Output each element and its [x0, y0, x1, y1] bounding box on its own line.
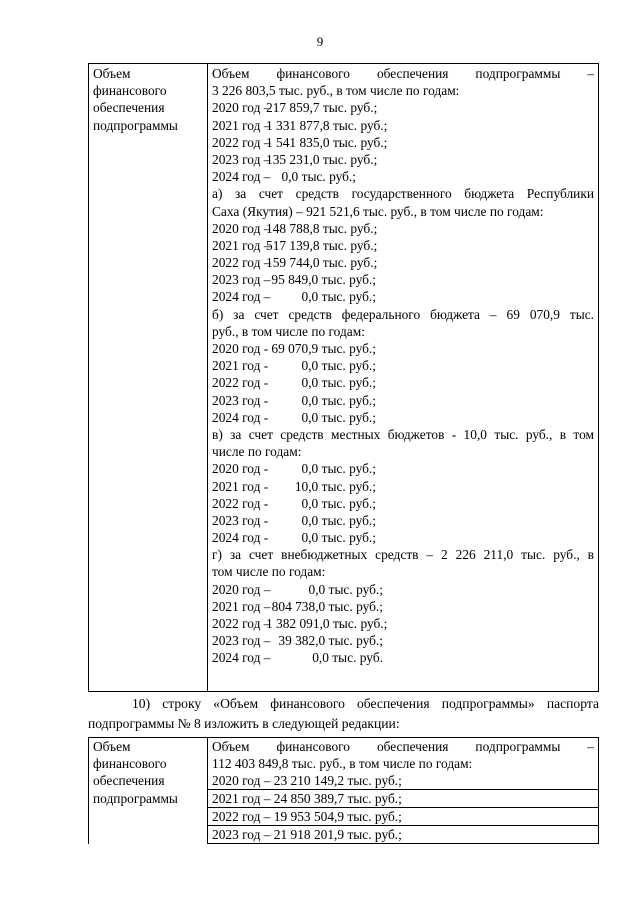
year-row [212, 237, 594, 254]
year-row [212, 357, 594, 374]
year-row [212, 288, 594, 305]
row-label-line: Объем [93, 66, 131, 81]
row-label-cell [89, 64, 208, 692]
year-row [212, 598, 594, 615]
year-label: 2021 год – [212, 598, 271, 614]
year-amount: 0,0 тыс. руб.; [301, 512, 376, 528]
section-a-heading: Саха (Якутия) – 921 521,6 тыс. руб., в том числе по годам: [212, 203, 544, 219]
year-label: 2023 год – [212, 633, 271, 649]
year-amount: 0,0 тыс. руб.; [308, 581, 383, 597]
year-amount: 0,0 тыс. руб.; [301, 375, 376, 391]
year-row [212, 529, 594, 546]
year-row [212, 581, 594, 598]
year-label: 2024 год – [212, 650, 271, 666]
year-amount: 0,0 тыс. руб.; [301, 358, 376, 374]
year-amount: 517 139,8 тыс. руб.; [266, 237, 378, 253]
year-amount: 69 070,9 тыс. руб.; [271, 341, 376, 356]
year-row [212, 392, 594, 409]
year-amount: 0,0 тыс. руб.; [281, 169, 356, 185]
section-b-year-list [212, 340, 594, 426]
year-label: 2022 год – [212, 616, 271, 631]
year-row [212, 649, 594, 666]
section-d-heading: том числе по годам: [212, 564, 326, 580]
row-label-line: обеспечения [93, 773, 165, 789]
year-amount: 135 231,0 тыс. руб.; [266, 151, 378, 167]
year-row [212, 409, 594, 426]
row-label-line: финансового [93, 83, 167, 99]
section-c-heading: числе по годам: [212, 444, 302, 460]
year-amount: 1 382 091,0 тыс. руб.; [266, 616, 388, 631]
year-row [212, 340, 594, 357]
row-label-line: Объем [93, 739, 131, 754]
year-amount: 95 849,0 тыс. руб.; [271, 272, 376, 288]
year-amount: 804 738,0 тыс. руб.; [271, 598, 383, 614]
year-amount: 148 788,8 тыс. руб.; [266, 220, 378, 236]
year-row [212, 478, 594, 495]
year-amount: 0,0 тыс. руб.; [301, 409, 376, 425]
year-label: 2024 год - [212, 530, 269, 546]
page-number: 9 [316, 34, 324, 49]
intro-text: Объем финансового обеспечения подпрограммы – [212, 66, 594, 81]
section-b-heading: руб., в том числе по годам: [212, 323, 365, 339]
year-row [212, 117, 594, 134]
year-label: 2022 год - [212, 375, 269, 391]
year-label: 2020 год – [212, 220, 271, 236]
year-amount: 0,0 тыс. руб.; [301, 530, 376, 546]
year-amount: 217 859,7 тыс. руб.; [266, 100, 378, 116]
year-amount: 0,0 тыс. руб. [312, 650, 383, 666]
year-label: 2020 год - [212, 461, 269, 477]
row-label-line: финансового [93, 756, 167, 772]
year-row: 2022 год – 19 953 504,9 тыс. руб.; [208, 808, 598, 826]
year-row [212, 271, 594, 288]
year-label: 2021 год – [212, 237, 271, 253]
section-d-heading: г) за счет внебюджетных средств – 2 226 211,0 тыс. руб., в [212, 547, 594, 563]
year-label: 2021 год - [212, 358, 269, 374]
row-label-line: обеспечения [93, 100, 165, 116]
year-row [212, 495, 594, 512]
year-row [212, 151, 594, 168]
year-row [212, 254, 594, 271]
funding-table-subprogram-8 [88, 737, 599, 844]
section-c-year-list [212, 460, 594, 546]
year-label: 2024 год – [212, 169, 271, 185]
year-amount: 0,0 тыс. руб.; [301, 461, 376, 477]
year-row [212, 632, 594, 649]
year-label: 2022 год - [212, 495, 269, 511]
section-a-heading: а) за счет средств государственного бюджета Республики [212, 186, 594, 202]
row-label-cell [89, 738, 208, 844]
year-label: 2022 год – [212, 255, 271, 271]
year-label: 2024 год – [212, 289, 271, 305]
year-label: 2023 год – [212, 272, 271, 288]
funding-table-subprogram [88, 63, 599, 692]
year-label: 2021 год - [212, 478, 269, 494]
row-label-line: подпрограммы [93, 117, 178, 133]
year-row: 2020 год – 23 210 149,2 тыс. руб.; [208, 772, 598, 790]
year-amount: 159 744,0 тыс. руб.; [266, 255, 378, 271]
year-amount: 10,0 тыс. руб.; [294, 478, 376, 494]
year-row [212, 615, 594, 632]
year-label: 2023 год - [212, 512, 269, 528]
year-row [212, 460, 594, 477]
year-label: 2020 год – [212, 100, 271, 116]
year-amount: 0,0 тыс. руб.; [301, 289, 376, 305]
year-label: 2023 год – [212, 151, 271, 167]
year-row: 2021 год – 24 850 389,7 тыс. руб.; [208, 790, 598, 808]
section-c-heading: в) за счет средств местных бюджетов - 10,0 тыс. руб., в том [212, 426, 594, 442]
year-label: 2023 год - [212, 392, 269, 408]
section-d-year-list [212, 581, 594, 667]
funding-details-cell [208, 64, 599, 692]
total-year-list [212, 99, 594, 185]
year-amount: 0,0 тыс. руб.; [301, 495, 376, 511]
year-label: 2024 год - [212, 409, 269, 425]
section-b-heading: б) за счет средств федерального бюджета – 69 070,9 тыс. [212, 306, 594, 322]
amendment-paragraph [88, 694, 599, 734]
intro-text: Объем финансового обеспечения подпрограммы – [212, 739, 594, 754]
year-row: 2023 год – 21 918 201,9 тыс. руб.; [212, 827, 402, 843]
row-label-line: подпрограммы [93, 790, 178, 806]
year-row [212, 220, 594, 237]
year-row [212, 374, 594, 391]
year-label: 2021 год – [212, 117, 271, 133]
year-row [212, 512, 594, 529]
funding-details-cell [208, 738, 599, 844]
intro-text: 3 226 803,5 тыс. руб., в том числе по годам: [212, 83, 460, 99]
year-row [212, 168, 594, 185]
year-row [212, 134, 594, 151]
year-label: 2020 год – [212, 581, 271, 597]
year-label: 2022 год – [212, 134, 271, 150]
intro-text: 112 403 849,8 тыс. руб., в том числе по годам: [212, 756, 473, 772]
year-row [212, 99, 594, 116]
intro-block [208, 738, 598, 772]
paragraph-line: 10) строку «Объем финансового обеспечения подпрограммы» паспорта [132, 696, 599, 711]
year-label: 2020 год - [212, 341, 269, 356]
year-amount: 39 382,0 тыс. руб.; [278, 633, 383, 649]
year-amount: 0,0 тыс. руб.; [301, 392, 376, 408]
section-a-year-list [212, 220, 594, 306]
year-amount: 1 541 835,0 тыс. руб.; [266, 134, 388, 150]
paragraph-line: подпрограммы № 8 изложить в следующей редакции: [88, 716, 400, 731]
year-amount: 1 331 877,8 тыс. руб.; [266, 117, 388, 133]
